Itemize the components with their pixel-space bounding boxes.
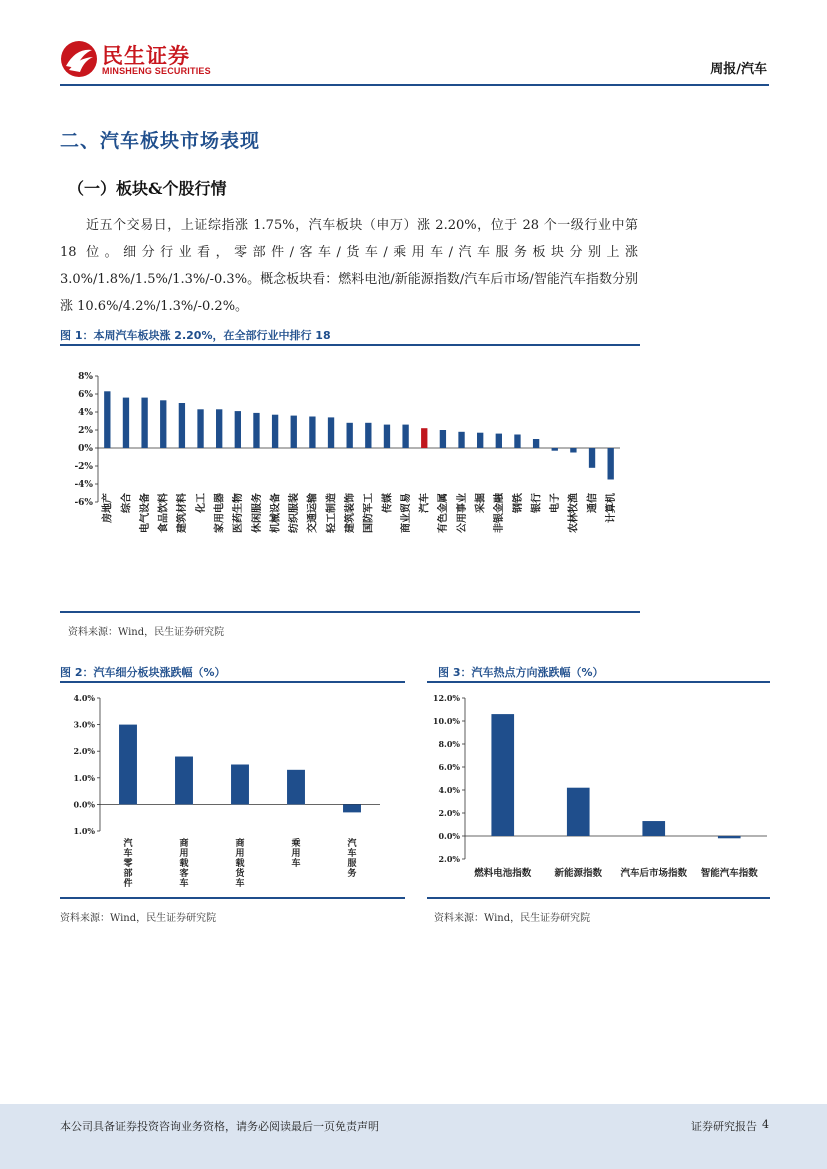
- bar-汽车: [421, 428, 427, 448]
- category-label: 休闲服务: [251, 493, 263, 533]
- bar-计算机: [608, 448, 614, 480]
- bar-电子: [552, 448, 558, 451]
- bar-商业贸易: [402, 425, 408, 448]
- category-label: 采掘: [475, 493, 487, 513]
- fig2-bottom-rule: [60, 897, 405, 899]
- y-tick-label: 0.0%: [73, 799, 95, 810]
- bar-新能源指数: [567, 788, 590, 836]
- category-label: 纺织服装: [289, 493, 301, 533]
- bar-休闲服务: [253, 413, 259, 448]
- bar-商用载客车: [175, 757, 193, 805]
- y-tick-label: 0%: [78, 444, 93, 454]
- bar-非银金融: [496, 434, 502, 448]
- fig1-source: 资料来源：Wind，民生证券研究院: [68, 627, 225, 638]
- report-type: 周报/汽车: [710, 62, 767, 77]
- category-label: 智能汽车指数: [700, 868, 758, 879]
- y-tick-label: 1.0%: [73, 772, 95, 783]
- category-label: 轻工制造: [326, 493, 338, 533]
- category-label: 综合: [121, 493, 133, 513]
- category-label: 化工: [195, 493, 207, 513]
- category-label: 电子: [550, 493, 562, 513]
- category-label: 汽车后市场指数: [620, 868, 688, 879]
- section-title: 二、汽车板块市场表现: [60, 130, 261, 152]
- logo-mark-icon: [60, 40, 98, 78]
- category-label: 建筑材料: [177, 493, 189, 533]
- footer-disclaimer: 本公司具备证券投资咨询业务资格，请务必阅读最后一页免责声明: [60, 1120, 379, 1133]
- fig1-title: 图 1：本周汽车板块涨 2.20%，在全部行业中排行 18: [60, 329, 331, 342]
- bar-燃料电池指数: [491, 714, 514, 836]
- y-tick-label: 6.0%: [438, 762, 460, 772]
- fig3-title: 图 3：汽车热点方向涨跌幅（%）: [438, 666, 604, 679]
- category-label: 交通运输: [307, 493, 319, 533]
- bar-机械设备: [272, 415, 278, 448]
- y-tick-label: 0.0%: [438, 831, 460, 841]
- category-label: 燃料电池指数: [474, 868, 532, 879]
- bar-建筑材料: [179, 403, 185, 448]
- bar-汽车后市场指数: [642, 821, 665, 836]
- category-label: 商业贸易: [400, 493, 412, 533]
- y-tick-label: 2.0%: [438, 808, 460, 818]
- bar-汽车服务: [343, 804, 361, 812]
- logo-english-name: MINSHENG SECURITIES: [102, 66, 211, 76]
- company-logo: [60, 38, 220, 82]
- bar-食品饮料: [160, 400, 166, 448]
- category-label: 通信: [587, 493, 599, 513]
- y-tick-label: 2.0%: [438, 854, 460, 864]
- fig1-top-rule: [60, 344, 640, 346]
- category-label: 有色金属: [438, 493, 450, 533]
- bar-通信: [589, 448, 595, 468]
- category-label: 非银金融: [494, 493, 506, 533]
- bar-钢铁: [514, 435, 520, 449]
- category-label: 银行: [531, 493, 543, 513]
- bar-房地产: [104, 391, 110, 448]
- category-label: 机械设备: [270, 493, 282, 533]
- y-tick-label: 3.0%: [73, 719, 95, 730]
- fig2-top-rule: [60, 681, 405, 683]
- y-tick-label: 2.0%: [73, 746, 95, 757]
- category-label: 国防军工: [363, 493, 375, 533]
- category-label: 汽车: [419, 493, 431, 513]
- category-label: 汽车服务: [347, 839, 357, 879]
- y-tick-label: 8%: [78, 372, 93, 382]
- bar-公用事业: [458, 432, 464, 448]
- category-label: 家用电器: [214, 493, 226, 533]
- y-tick-label: -2%: [74, 462, 93, 472]
- fig3-source: 资料来源：Wind，民生证券研究院: [434, 913, 591, 924]
- industry-ranking-chart: [60, 350, 640, 610]
- category-label: 建筑装饰: [345, 493, 357, 533]
- bar-综合: [123, 398, 129, 448]
- category-label: 计算机: [606, 493, 618, 523]
- auto-subsector-chart: [60, 686, 405, 896]
- bar-有色金属: [440, 430, 446, 448]
- category-label: 商用载客车: [179, 839, 189, 889]
- summary-paragraph: 近五个交易日，上证综指涨 1.75%，汽车板块（申万）涨 2.20%，位于 28 个一级行业中第 18 位。细分行业看，零部件/客车/货车/乘用车/汽车服务板块分别上涨 3.0%/1.8%/1.5%/1.3%/-0.3%。概念板块看：燃料电池/新能源指数/汽车后市场/智能汽车指数分别涨 10.6%/4.2%/1.3%/-0.2%。: [60, 218, 638, 314]
- y-tick-label: 2%: [78, 426, 93, 436]
- y-tick-label: 12.0%: [432, 693, 460, 703]
- category-label: 商用载货车: [235, 839, 245, 889]
- y-tick-label: -4%: [74, 480, 93, 490]
- bar-医药生物: [235, 411, 241, 448]
- fig2-source: 资料来源：Wind，民生证券研究院: [60, 913, 217, 924]
- header-divider: [60, 84, 769, 86]
- bar-化工: [197, 409, 203, 448]
- category-label: 乘用车: [291, 839, 301, 869]
- y-tick-label: 10.0%: [432, 716, 460, 726]
- auto-hotspot-chart: [427, 686, 770, 896]
- footer-report-label: 证券研究报告: [691, 1120, 757, 1133]
- category-label: 汽车零部件: [123, 839, 133, 889]
- y-tick-label: 6%: [78, 390, 93, 400]
- bar-商用载货车: [231, 765, 249, 805]
- bar-建筑装饰: [347, 423, 353, 448]
- y-tick-label: -6%: [74, 498, 93, 508]
- fig3-bottom-rule: [427, 897, 770, 899]
- logo-chinese-name: 民生证券: [102, 44, 190, 68]
- category-label: 公用事业: [456, 493, 468, 533]
- category-label: 传媒: [382, 493, 394, 513]
- bar-纺织服装: [291, 416, 297, 448]
- category-label: 电气设备: [139, 493, 151, 533]
- bar-轻工制造: [328, 417, 334, 448]
- section-subtitle: （一）板块&个股行情: [68, 179, 227, 198]
- bar-家用电器: [216, 409, 222, 448]
- fig2-title: 图 2：汽车细分板块涨跌幅（%）: [60, 666, 226, 679]
- bar-银行: [533, 439, 539, 448]
- category-label: 医药生物: [233, 493, 245, 533]
- bar-传媒: [384, 425, 390, 448]
- y-tick-label: 1.0%: [73, 826, 95, 836]
- category-label: 食品饮料: [158, 493, 170, 533]
- fig3-top-rule: [427, 681, 770, 683]
- y-tick-label: 4%: [78, 408, 93, 418]
- category-label: 农林牧渔: [568, 493, 580, 533]
- page-footer: [0, 1104, 827, 1169]
- bar-汽车零部件: [119, 725, 137, 805]
- bar-国防军工: [365, 423, 371, 448]
- y-tick-label: 4.0%: [438, 785, 460, 795]
- bar-交通运输: [309, 417, 315, 449]
- y-tick-label: 4.0%: [73, 693, 95, 703]
- bar-智能汽车指数: [718, 836, 741, 838]
- category-label: 房地产: [102, 493, 114, 523]
- y-tick-label: 8.0%: [438, 739, 460, 749]
- fig1-bottom-rule: [60, 611, 640, 613]
- bar-乘用车: [287, 770, 305, 805]
- category-label: 新能源指数: [554, 868, 603, 879]
- category-label: 钢铁: [512, 493, 524, 513]
- footer-page-number: 4: [762, 1118, 769, 1131]
- bar-农林牧渔: [570, 448, 576, 453]
- bar-电气设备: [141, 398, 147, 448]
- bar-采掘: [477, 433, 483, 448]
